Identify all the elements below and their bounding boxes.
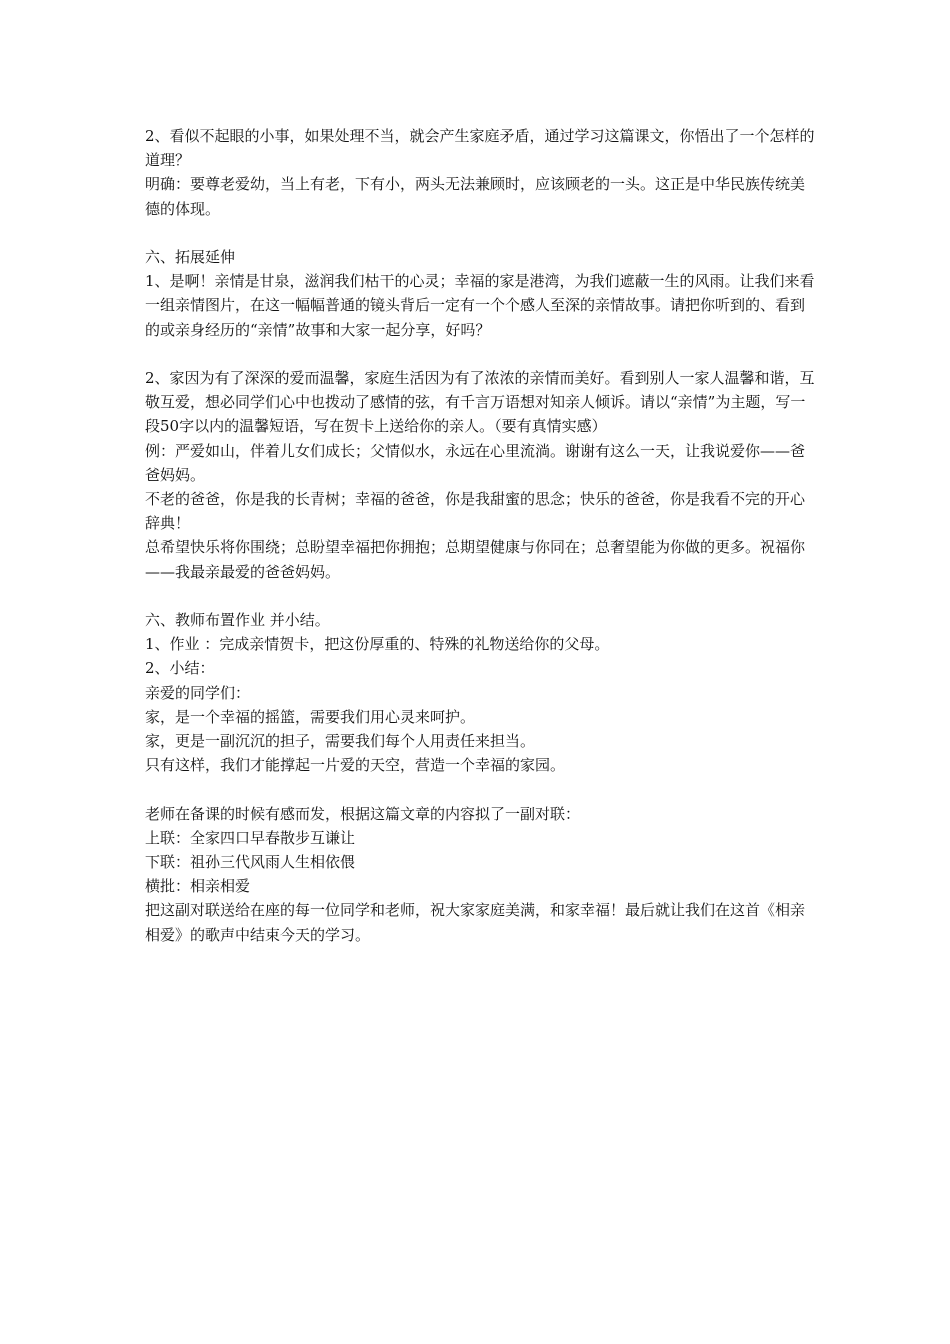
summary-line-3: 只有这样，我们才能撑起一片爱的天空，营造一个幸福的家园。 [145, 756, 566, 775]
homework-item-1: 1、作业 ：完成亲情贺卡，把这份厚重的、特殊的礼物送给你的父母。 [145, 635, 610, 654]
document-body [145, 124, 815, 947]
couplet-horizontal: 横批：相亲相爱 [145, 877, 251, 896]
example-text-3: 总希望快乐将你围绕；总盼望幸福把你拥抱；总期望健康与你同在；总奢望能为你做的更多。祝福你——我最亲最爱的爸爸妈妈。 [145, 538, 806, 581]
summary-line-2: 家，更是一副沉沉的担子，需要我们每个人用责任来担当。 [145, 732, 536, 751]
extension-item-1: 1、是啊！亲情是甘泉，滋润我们枯干的心灵；幸福的家是港湾，为我们遮蔽一生的风雨。让我们来看一组亲情图片，在这一幅幅普通的镜头背后一定有一个个感人至深的亲情故事。请把你听到的、看到的或亲身经历的“亲情”故事和大家一起分享，好吗？ [145, 272, 815, 339]
couplet-lower: 下联：祖孙三代风雨人生相依偎 [145, 853, 356, 872]
homework-item-2: 2、小结： [145, 659, 215, 678]
answer-2: 明确：要尊老爱幼，当上有老，下有小，两头无法兼顾时，应该顾老的一头。这正是中华民族传统美德的体现。 [145, 175, 806, 218]
extension-item-2: 2、家因为有了深深的爱而温馨，家庭生活因为有了浓浓的亲情而美好。看到别人一家人温馨和谐，互敬互爱，想必同学们心中也拨动了感情的弦，有千言万语想对知亲人倾诉。请以“亲情”为主题，写一段50字以内的温馨短语，写在贺卡上送给你的亲人。（要有真情实感） [145, 369, 815, 436]
section-heading-homework: 六、教师布置作业 并小结。 [145, 611, 330, 630]
spacer [145, 221, 815, 245]
couplet-upper: 上联：全家四口早春散步互谦让 [145, 828, 356, 847]
spacer [145, 777, 815, 801]
question-2: 2、看似不起眼的小事，如果处理不当，就会产生家庭矛盾，通过学习这篇课文，你悟出了一个怎样的道理？ [145, 127, 815, 170]
section-heading-extension: 六、拓展延伸 [145, 248, 236, 266]
spacer [145, 584, 815, 608]
example-text-1: 例：严爱如山，伴着儿女们成长；父情似水，永远在心里流淌。谢谢有这么一天，让我说爱你——爸爸妈妈。 [145, 441, 806, 484]
closing-paragraph: 把这副对联送给在座的每一位同学和老师，祝大家家庭美满，和家幸福！最后就让我们在这首《相亲相爱》的歌声中结束今天的学习。 [145, 901, 806, 944]
example-text-2: 不老的爸爸，你是我的长青树；幸福的爸爸，你是我甜蜜的思念；快乐的爸爸，你是我看不完的开心辞典！ [145, 490, 806, 533]
spacer [145, 342, 815, 366]
summary-line-1: 家，是一个幸福的摇篮，需要我们用心灵来呵护。 [145, 707, 476, 726]
couplet-intro: 老师在备课的时候有感而发，根据这篇文章的内容拟了一副对联： [145, 804, 581, 823]
summary-salutation: 亲爱的同学们： [145, 683, 251, 702]
